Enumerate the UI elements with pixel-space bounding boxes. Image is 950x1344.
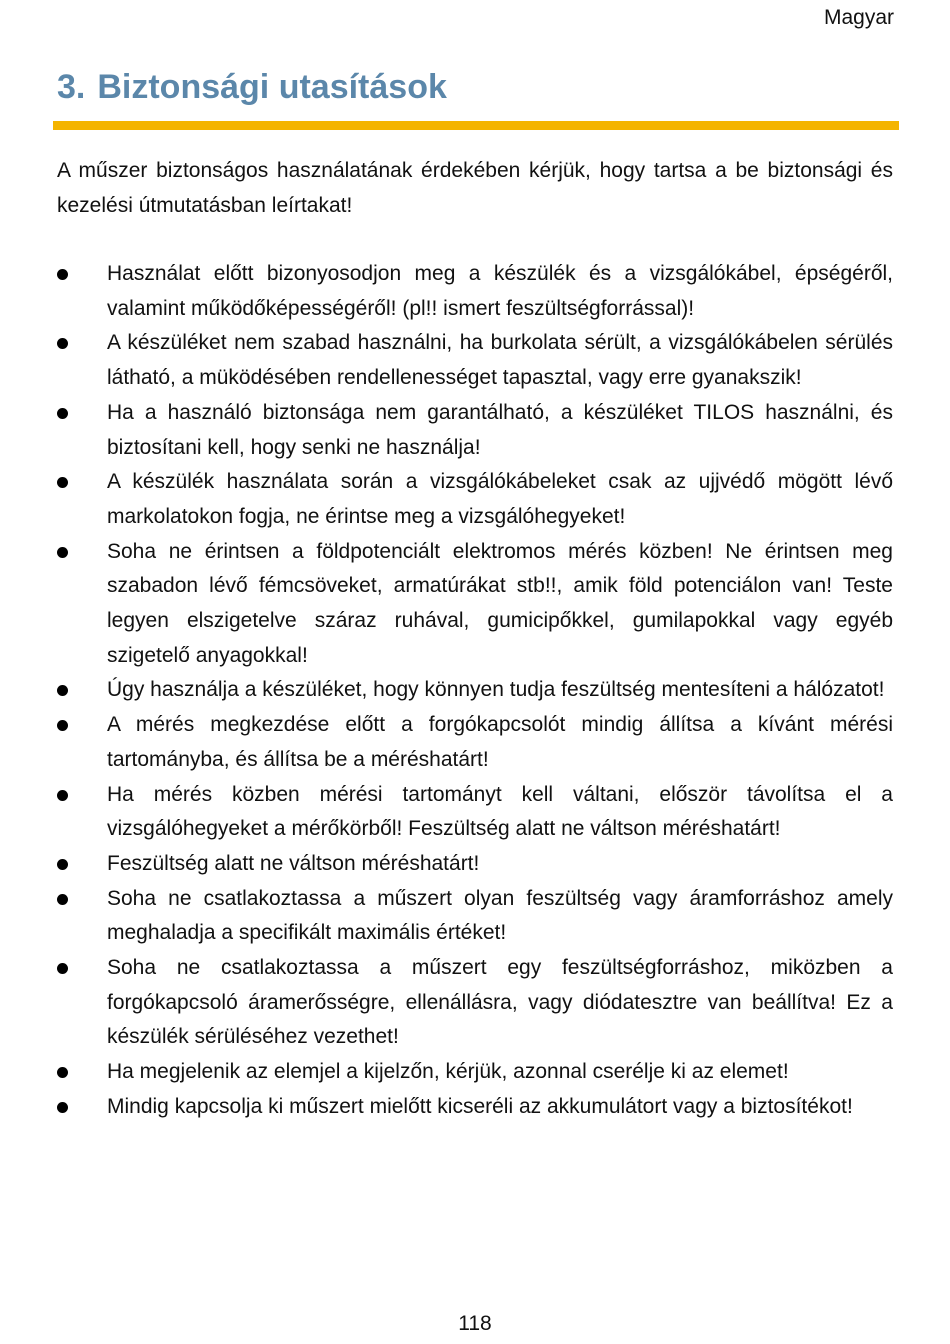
language-label: Magyar	[823, 6, 894, 29]
list-item-text: Ha megjelenik az elemjel a kijelzőn, kérjük, azonnal cserélje ki az elemet!	[107, 1060, 789, 1084]
list-item-text: Ha a használó biztonsága nem garantálható, a készüléket TILOS használni, és biztosítani kell, hogy senki ne használja!	[107, 400, 893, 459]
list-item	[57, 1090, 893, 1125]
list-item-text: Feszültség alatt ne váltson méréshatárt!	[107, 851, 480, 875]
list-item-text: A készüléket nem szabad használni, ha burkolata sérült, a vizsgálókábelen sérülés látható, a müködésében rendellenességet tapasztal, vagy erre gyanakszik!	[107, 331, 893, 390]
list-item	[57, 847, 893, 882]
section-heading	[57, 68, 447, 107]
safety-instructions-list	[57, 257, 893, 1125]
list-item-text: Ha mérés közben mérési tartományt kell váltani, először távolítsa el a vizsgálóhegyeket a mérőkörből! Feszültség alatt ne váltson méréshatárt!	[107, 782, 893, 841]
bullet-icon	[57, 685, 68, 696]
page-number: 118	[458, 1312, 492, 1335]
list-item-text: Soha ne csatlakoztassa a műszert olyan feszültség vagy áramforráshoz amely meghaladja a specifikált maximális értéket!	[107, 886, 893, 945]
list-item-text: A készülék használata során a vizsgálókábeleket csak az ujjvédő mögött lévő markolatokon fogja, ne érintse meg a vizsgálóhegyeket!	[107, 470, 893, 528]
list-item-text: Soha ne érintsen a földpotenciált elektromos mérés közben! Ne érintsen meg szabadon lévő fémcsöveket, armatúrákat stb!!, amik föld potenciálon van! Teste legyen elszigetelve száraz ruhával, gumicipőkkel, gumilapokkal vagy egyéb szigetelő anyagokkal!	[107, 539, 893, 667]
list-item-text: Mindig kapcsolja ki műszert mielőtt kicseréli az akkumulátort vagy a biztosítékot!	[107, 1094, 853, 1118]
bullet-icon	[57, 338, 68, 349]
list-item	[57, 673, 893, 708]
bullet-icon	[57, 408, 68, 419]
list-item	[57, 465, 893, 534]
bullet-icon	[57, 547, 68, 558]
bullet-icon	[57, 477, 68, 488]
list-item	[57, 257, 893, 326]
bullet-icon	[57, 790, 68, 801]
heading-underline	[53, 121, 899, 130]
list-item	[57, 708, 893, 777]
list-item	[57, 951, 893, 1055]
section-number: 3.	[57, 68, 86, 106]
list-item-text: A mérés megkezdése előtt a forgókapcsolót mindig állítsa a kívánt mérési tartományba, és állítsa be a méréshatárt!	[107, 713, 893, 771]
list-item	[57, 882, 893, 951]
list-item	[57, 326, 893, 395]
bullet-icon	[57, 720, 68, 731]
bullet-icon	[57, 894, 68, 905]
bullet-icon	[57, 1067, 68, 1078]
list-item-text: Használat előtt bizonyosodjon meg a készülék és a vizsgálókábel, épségéről, valamint működőképességéről! (pl!! ismert feszültségforrással)!	[107, 262, 893, 320]
list-item	[57, 778, 893, 847]
intro-paragraph: A műszer biztonságos használatának érdekében kérjük, hogy tartsa a be biztonsági és kezelési útmutatásban leírtakat!	[57, 159, 893, 217]
list-item	[57, 1055, 893, 1090]
list-item	[57, 535, 893, 674]
section-title: Biztonsági utasítások	[97, 68, 447, 106]
bullet-icon	[57, 963, 68, 974]
bullet-icon	[57, 859, 68, 870]
list-item-text: Soha ne csatlakoztassa a műszert egy feszültségforráshoz, miközben a forgókapcsoló áramerősségre, ellenállásra, vagy diódatesztre van beállítva! Ez a készülék sérüléséhez vezethet!	[107, 956, 893, 1049]
list-item	[57, 396, 893, 465]
bullet-icon	[57, 269, 68, 280]
list-item-text: Úgy használja a készüléket, hogy könnyen tudja feszültség mentesíteni a hálózatot!	[107, 678, 885, 702]
bullet-icon	[57, 1102, 68, 1113]
